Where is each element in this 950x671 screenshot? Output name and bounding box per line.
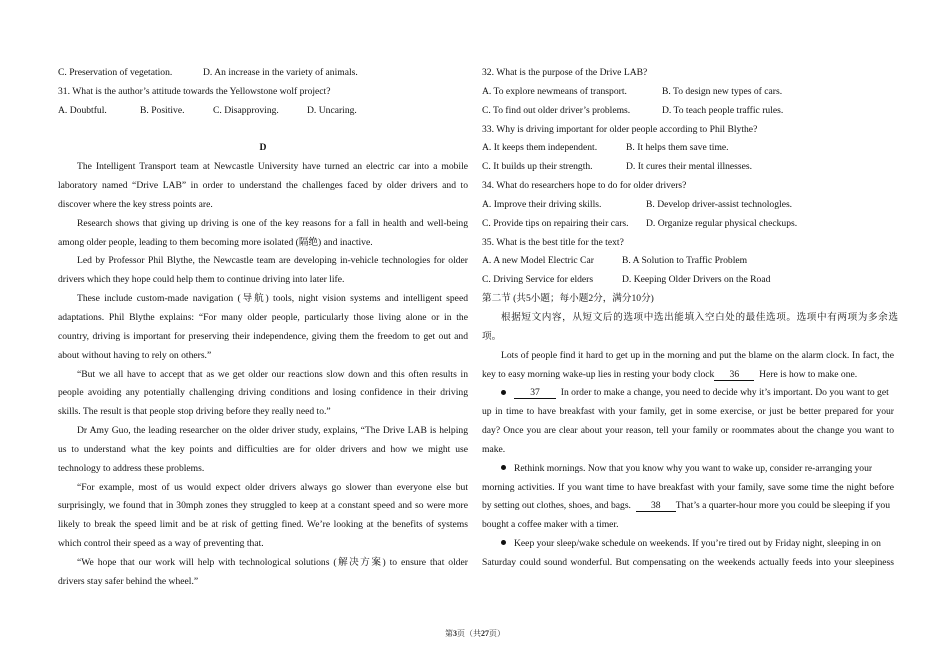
passage-line: These include custom-made navigation (导航) tools, night vision systems and intelligent speed bbox=[77, 293, 468, 305]
option-c: C. It builds up their strength. bbox=[482, 161, 593, 173]
cloze-line: morning activities. If you want time to have breakfast with your family, save some time the night before bbox=[482, 481, 894, 493]
question-34-options-ab bbox=[482, 196, 894, 215]
question-32-options-cd bbox=[482, 102, 894, 121]
question-35-options-cd bbox=[482, 271, 894, 290]
option-a: A. It keeps them independent. bbox=[482, 142, 598, 154]
blank-36: 36 bbox=[714, 369, 754, 381]
passage-line: discover where the key stress points are. bbox=[58, 198, 213, 210]
passage-line: surprisingly, we found that in 30mph zones they struggled to keep at a constant speed and so were more bbox=[58, 500, 468, 512]
passage-line: country, driving is important for preserving their independence, giving them the freedom to get out and bbox=[58, 330, 468, 342]
left-column bbox=[58, 64, 468, 592]
instructions: 根据短文内容，从短文后的选项中选出能填入空白处的最佳选项。选项中有两项为多余选 bbox=[501, 311, 899, 323]
passage-line: among older people, leading to them becoming more isolated (隔绝) and inactive. bbox=[58, 236, 373, 248]
option-c: C. Disapproving. bbox=[213, 104, 279, 116]
option-c: C. Provide tips on repairing their cars. bbox=[482, 217, 629, 229]
question-31-options bbox=[58, 102, 468, 121]
option-b: B. To design new types of cars. bbox=[662, 85, 783, 97]
cloze-text: by setting out clothes, shoes, and bags. bbox=[482, 500, 631, 512]
cloze-text: Keep your sleep/wake schedule on weekends. If you’re tired out by Friday night, sleeping in on bbox=[514, 538, 881, 550]
passage-line: drivers which they hope could help them to continue driving into later life. bbox=[58, 274, 345, 286]
passage-line: “But we all have to accept that as we get older our reactions slow down and this often results in bbox=[77, 368, 468, 380]
option-d: D. To teach people traffic rules. bbox=[662, 104, 784, 116]
cloze-line: up in time to have breakfast with your family, get in some exercise, or just be better prepared for your bbox=[482, 406, 894, 418]
question-34: 34. What do researchers hope to do for older drivers? bbox=[482, 180, 687, 192]
prev-question-options bbox=[58, 64, 468, 83]
question-32-options-ab bbox=[482, 83, 894, 102]
cloze-line bbox=[482, 460, 894, 479]
passage-line: drivers stay safer behind the wheel.” bbox=[58, 575, 199, 587]
cloze-line: day? Once you are clear about your reason, tell your family or roommates about the change you want to bbox=[482, 425, 894, 437]
cloze-text: Rethink mornings. Now that you know why you want to wake up, consider re-arranging your bbox=[514, 462, 873, 474]
bullet-icon bbox=[501, 390, 506, 395]
question-33: 33. Why is driving important for older people according to Phil Blythe? bbox=[482, 123, 758, 135]
blank-38: 38 bbox=[636, 500, 676, 512]
cloze-text: Here is how to make one. bbox=[759, 368, 858, 380]
option-b: B. Develop driver-assist technologles. bbox=[646, 198, 793, 210]
question-31: 31. What is the author’s attitude towards the Yellowstone wolf project? bbox=[58, 85, 331, 97]
passage-line: us to understand what the key points and difficulties are for older drivers and how we might use bbox=[58, 443, 468, 455]
cloze-text: key to easy morning wake-up lies in resting your body clock bbox=[482, 368, 715, 380]
option-a: A. Improve their driving skills. bbox=[482, 198, 602, 210]
cloze-text: In order to make a change, you need to decide why it’s important. Do you want to get bbox=[560, 387, 889, 399]
option-c: C. Preservation of vegetation. bbox=[58, 67, 173, 78]
cloze-line bbox=[482, 497, 894, 516]
passage-line: Research shows that giving up driving is one of the key reasons for a fall in health and well-being bbox=[77, 217, 468, 229]
spacer bbox=[58, 121, 468, 140]
passage-line: people avoiding any potentially challenging driving conditions and losing confidence in their driving bbox=[58, 387, 468, 399]
cloze-line: Lots of people find it hard to get up in the morning and put the blame on the alarm clock. In fact, the bbox=[501, 349, 894, 361]
question-33-options-cd bbox=[482, 158, 894, 177]
footer-prefix: 第 bbox=[445, 629, 453, 638]
cloze-line: bought a coffee maker with a timer. bbox=[482, 519, 619, 531]
instructions-end: 项。 bbox=[482, 330, 502, 342]
cloze-line: Saturday could sound wonderful. But compensating on the weekends actually feeds into your sleepiness bbox=[482, 556, 894, 568]
total-pages: 27 bbox=[481, 629, 489, 638]
question-34-options-cd bbox=[482, 215, 894, 234]
question-35-options-ab bbox=[482, 252, 894, 271]
section-label: D bbox=[259, 142, 267, 154]
passage-line: Led by Professor Phil Blythe, the Newcastle team are developing in-vehicle technologies for older bbox=[77, 255, 468, 267]
passage-line: The Intelligent Transport team at Newcastle University have turned an electric car into a mobile bbox=[77, 161, 468, 173]
cloze-line bbox=[482, 366, 894, 385]
passage-line: Dr Amy Guo, the leading researcher on the older driver study, explains, “The Drive LAB is helping bbox=[77, 425, 468, 437]
right-column bbox=[482, 64, 899, 573]
passage-line: technology to address these problems. bbox=[58, 462, 205, 474]
passage-line: “For example, most of us would expect older drivers always go slower than everyone else but bbox=[77, 481, 468, 493]
cloze-line bbox=[482, 384, 894, 403]
blank-37: 37 bbox=[514, 387, 556, 399]
option-a: A. To explore newmeans of transport. bbox=[482, 85, 627, 97]
page-number: 3 bbox=[453, 629, 457, 638]
bullet-icon bbox=[501, 465, 506, 470]
passage-line: skills. The result is that people stop driving before they really need to.” bbox=[58, 406, 331, 418]
cloze-line: make. bbox=[482, 443, 506, 455]
question-32: 32. What is the purpose of the Drive LAB? bbox=[482, 67, 648, 78]
option-b: B. Positive. bbox=[140, 104, 185, 116]
option-a: A. Doubtful. bbox=[58, 104, 107, 116]
passage-line: laboratory named “Drive LAB” in order to understand the challenges faced by older drivers and to bbox=[58, 180, 468, 192]
question-35: 35. What is the best title for the text? bbox=[482, 236, 624, 248]
option-b: B. A Solution to Traffic Problem bbox=[622, 255, 748, 267]
footer-suffix: 页） bbox=[489, 629, 505, 638]
option-d: D. Uncaring. bbox=[307, 104, 357, 116]
option-a: A. A new Model Electric Car bbox=[482, 255, 594, 267]
bullet-icon bbox=[501, 540, 506, 545]
passage-line: which control their speed as a way of preventing that. bbox=[58, 538, 264, 550]
passage-line: about without having to rely on others.” bbox=[58, 349, 212, 361]
option-b: B. It helps them save time. bbox=[626, 142, 729, 154]
option-d: D. Keeping Older Drivers on the Road bbox=[622, 274, 771, 286]
page-footer bbox=[0, 628, 950, 639]
option-c: C. To find out older driver’s problems. bbox=[482, 104, 631, 116]
passage-line: adaptations. Phil Blythe explains: “For many older people, particularly those living alone or in the bbox=[58, 311, 468, 323]
cloze-text: That’s a quarter-hour more you could be sleeping if you bbox=[675, 500, 891, 512]
passage-line: “We hope that our work will help with technological solutions (解决方案) to ensure that older bbox=[77, 556, 468, 568]
section-2-title: 第二节 (共5小题；每小题2分，满分10分) bbox=[482, 293, 654, 305]
option-d: D. An increase in the variety of animals. bbox=[203, 67, 358, 78]
cloze-line bbox=[482, 535, 894, 554]
question-33-options-ab bbox=[482, 139, 894, 158]
option-c: C. Driving Service for elders bbox=[482, 274, 594, 286]
option-d: D. Organize regular physical checkups. bbox=[646, 217, 798, 229]
footer-middle: 页（共 bbox=[457, 629, 481, 638]
option-d: D. It cures their mental illnesses. bbox=[626, 161, 753, 173]
passage-line: likely to break the speed limit and be at risk of getting fined. We’re looking at the benefits of systems bbox=[58, 519, 468, 531]
